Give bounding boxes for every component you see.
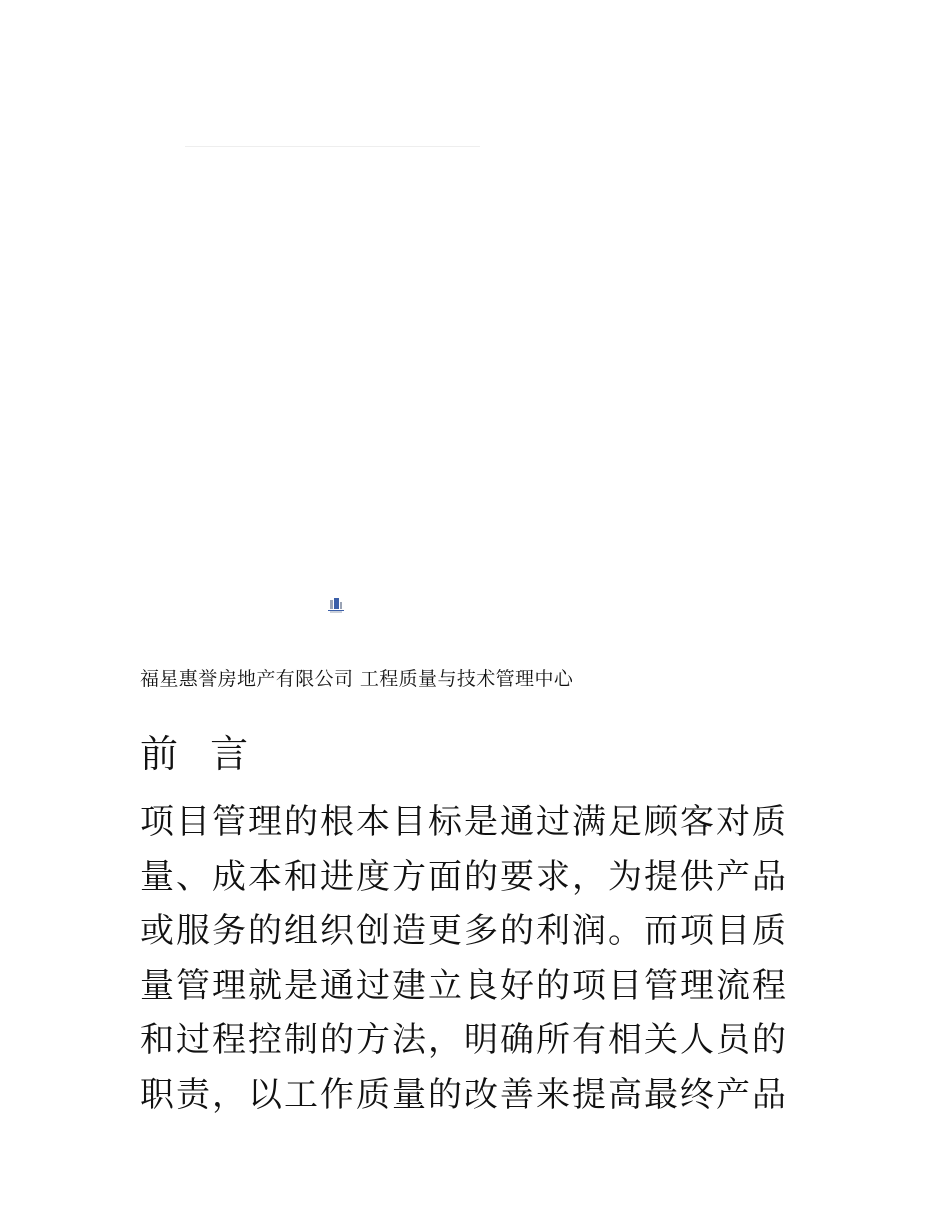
section-title: 前 言 [140,732,259,776]
header-divider-line [185,146,480,147]
paragraph-line: 或服务的组织创造更多的利润。而项目质 [140,911,788,951]
organization-line: 福星惠誉房地产有限公司 工程质量与技术管理中心 [140,668,574,690]
paragraph-line: 量管理就是通过建立良好的项目管理流程 [140,965,788,1006]
body-paragraph [140,795,820,1122]
paragraph-line: 职责，以工作质量的改善来提高最终产品 [140,1074,788,1115]
paragraph-line: 项目管理的根本目标是通过满足顾客对质 [140,802,788,842]
company-logo-icon [327,597,345,613]
paragraph-line: 和过程控制的方法，明确所有相关人员的 [140,1020,788,1060]
paragraph-line: 量、成本和进度方面的要求，为提供产品 [140,856,788,897]
